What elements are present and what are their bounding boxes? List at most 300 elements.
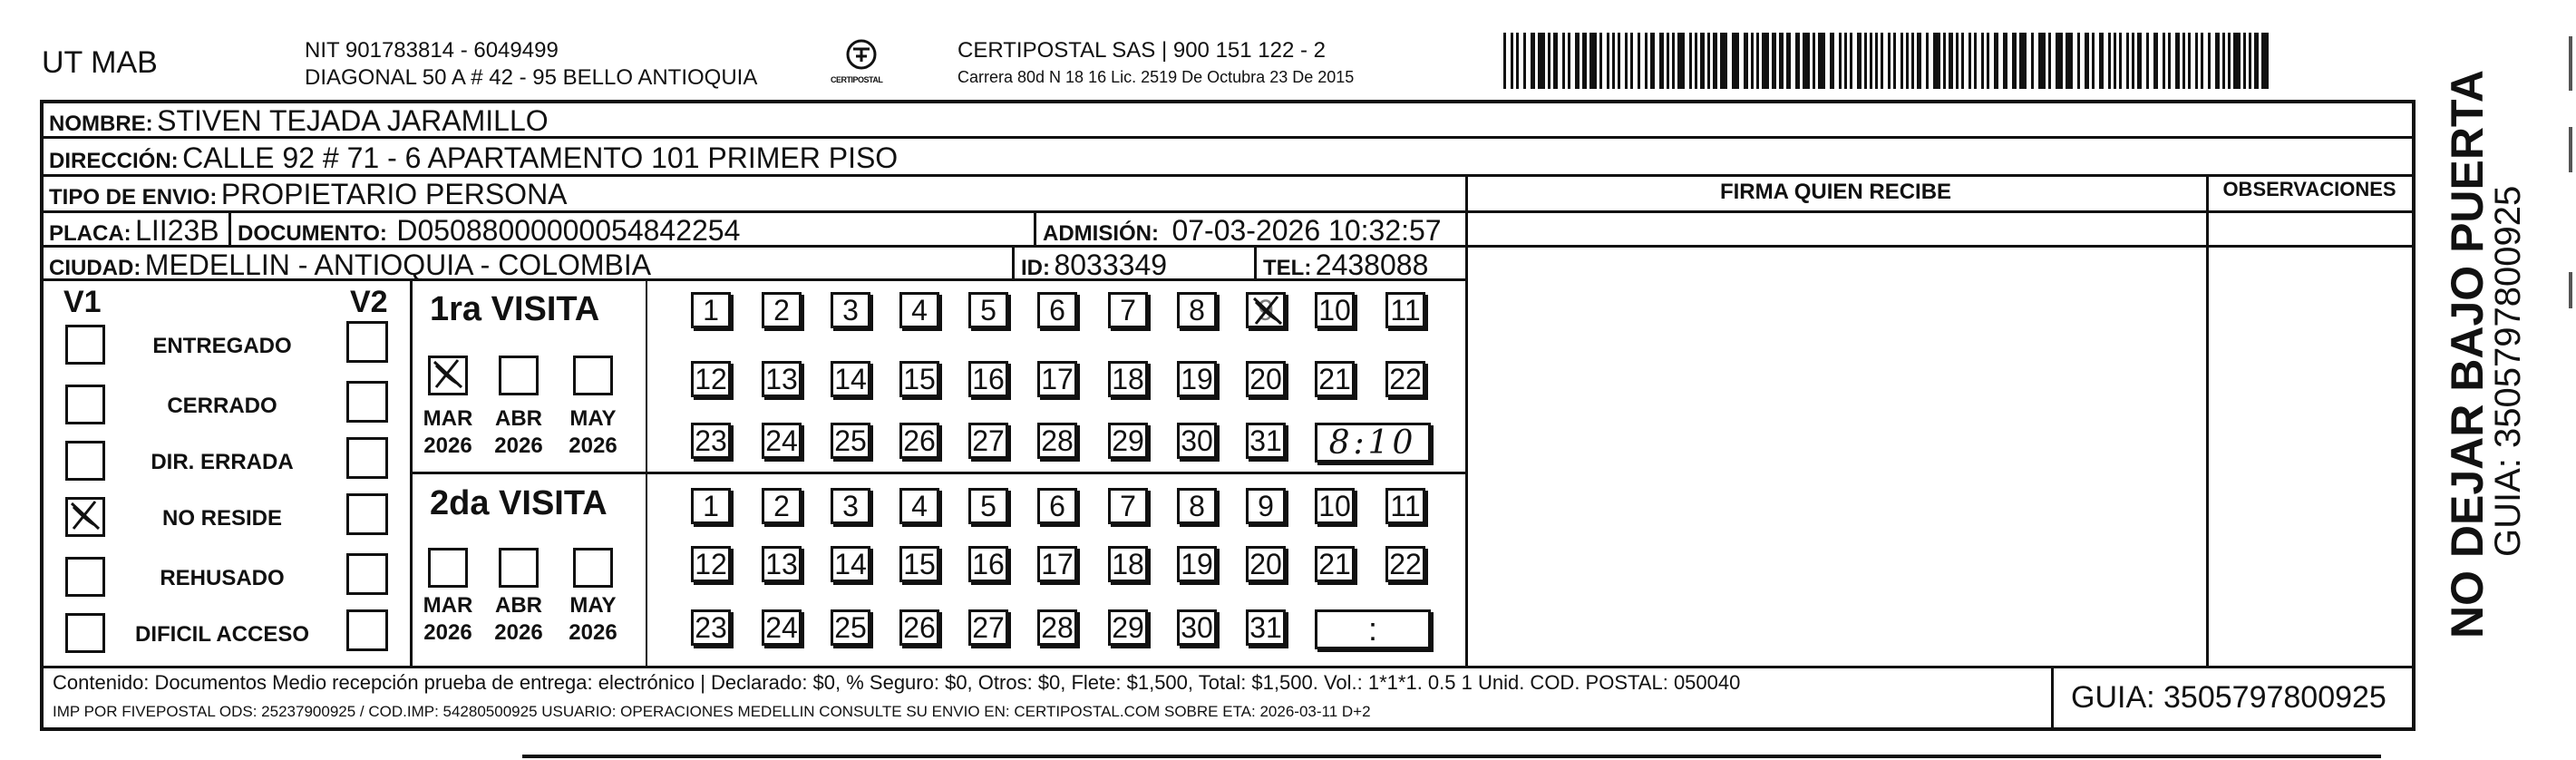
- day-number: 21: [1318, 547, 1351, 580]
- barcode-bar: [1677, 33, 1685, 89]
- day-box[interactable]: [968, 292, 1008, 328]
- barcode-bar: [1503, 33, 1506, 89]
- day-number: 20: [1249, 362, 1282, 395]
- day-box[interactable]: [1177, 546, 1217, 582]
- barcode-bar: [1659, 33, 1664, 89]
- month-label: MAY: [569, 406, 617, 431]
- rule: [228, 210, 231, 245]
- day-box[interactable]: [899, 292, 939, 328]
- edge-mark: [2569, 36, 2572, 91]
- v2-checkbox[interactable]: [346, 321, 388, 363]
- day-box[interactable]: [1385, 488, 1425, 524]
- rule: [42, 666, 2412, 668]
- footer-contenido: Contenido: Documentos Medio recepción prueba de entrega: electrónico | Declarado: $0, % Seguro: $0, Otros: $0, Flete: $1,500, Total: $1,500. Vol.: 1*1*1. 0.5 1 Unid. COD. POSTAL: 050040: [53, 671, 1741, 694]
- barcode-bar: [1667, 33, 1669, 89]
- edge-mark: [2569, 127, 2572, 172]
- barcode-bar: [1612, 33, 1615, 89]
- day-box[interactable]: [1037, 546, 1077, 582]
- barcode-bar: [1599, 33, 1602, 89]
- day-number: 9: [1258, 489, 1274, 522]
- tipo-label: TIPO DE ENVIO:: [49, 185, 218, 209]
- barcode-bar: [1888, 33, 1891, 89]
- day-number: 15: [903, 362, 936, 395]
- day-box[interactable]: [691, 609, 731, 646]
- barcode-bar: [1700, 33, 1705, 89]
- day-box[interactable]: [899, 361, 939, 397]
- day-box[interactable]: [762, 292, 802, 328]
- day-number: 6: [1049, 489, 1065, 522]
- day-number: 14: [834, 362, 867, 395]
- day-number: 17: [1041, 362, 1074, 395]
- tipo-value: PROPIETARIO PERSONA: [220, 178, 568, 210]
- day-number: 18: [1112, 547, 1144, 580]
- documento-row: [238, 216, 740, 245]
- direccion-value: CALLE 92 # 71 - 6 APARTAMENTO 101 PRIMER PISO: [182, 141, 899, 174]
- day-box[interactable]: [1246, 546, 1286, 582]
- company-nit: NIT 901783814 - 6049499: [305, 38, 559, 63]
- barcode-bar: [2066, 33, 2073, 89]
- day-number: 12: [695, 547, 727, 580]
- barcode-bar: [1870, 33, 1872, 89]
- documento-value: D05088000000054842254: [396, 214, 741, 247]
- barcode-bar: [2108, 33, 2111, 89]
- barcode-bar: [1762, 33, 1769, 89]
- day-box[interactable]: [831, 546, 870, 582]
- barcode-bar: [1548, 33, 1550, 89]
- barcode-bar: [2233, 33, 2241, 89]
- day-number: 28: [1041, 424, 1074, 457]
- day-box[interactable]: [1385, 292, 1425, 328]
- barcode-bar: [1850, 33, 1852, 89]
- day-number: 31: [1249, 610, 1282, 644]
- day-number: 13: [765, 547, 798, 580]
- day-number: 29: [1112, 610, 1144, 644]
- barcode-bar: [2119, 33, 2122, 89]
- day-box[interactable]: [1315, 292, 1355, 328]
- barcode-bar: [1857, 33, 1862, 89]
- day-box[interactable]: [968, 546, 1008, 582]
- rule: [42, 210, 2412, 213]
- day-box[interactable]: [762, 546, 802, 582]
- barcode-bar: [1906, 33, 1909, 89]
- barcode-bar: [2132, 33, 2134, 89]
- ciudad-label: CIUDAD:: [49, 256, 141, 280]
- edge-mark: [2569, 272, 2572, 308]
- day-number: 1: [703, 489, 719, 522]
- barcode-bar: [1523, 33, 1526, 89]
- day-number: 21: [1318, 362, 1351, 395]
- day-number: 29: [1112, 424, 1144, 457]
- barcode-bar: [1531, 33, 1535, 89]
- barcode-bar: [1589, 33, 1597, 89]
- month-label: MAR: [423, 593, 473, 618]
- firma-column-left: [1465, 174, 1468, 666]
- day-box[interactable]: [691, 488, 731, 524]
- barcode-bar: [1645, 33, 1648, 89]
- barcode-bar: [2085, 33, 2089, 89]
- status-label: REHUSADO: [160, 566, 285, 590]
- rule: [1465, 245, 2206, 248]
- footer-guia-separator: [2051, 666, 2054, 731]
- barcode-bar: [1751, 33, 1754, 89]
- footer-guia: GUIA: 3505797800925: [2071, 680, 2386, 715]
- day-number: 1: [703, 293, 719, 326]
- barcode-bar: [2243, 33, 2246, 89]
- month-column-separator: [646, 278, 647, 666]
- status-label: NO RESIDE: [161, 506, 283, 531]
- day-number: 30: [1181, 610, 1213, 644]
- day-number: 7: [1120, 293, 1136, 326]
- barcode-bar: [2249, 33, 2251, 89]
- barcode-bar: [1650, 33, 1655, 89]
- day-box[interactable]: [762, 609, 802, 646]
- company-name: UT MAB: [42, 45, 158, 80]
- barcode-bar: [2163, 33, 2165, 89]
- day-box[interactable]: [968, 361, 1008, 397]
- month-label: MAR: [423, 406, 473, 431]
- rule: [2206, 245, 2412, 248]
- barcode-bar: [1813, 33, 1815, 89]
- day-number: 10: [1318, 293, 1351, 326]
- day-box[interactable]: [1315, 361, 1355, 397]
- day-box[interactable]: [1037, 609, 1077, 646]
- visit1-title: 1ra VISITA: [430, 290, 600, 328]
- day-box[interactable]: [1246, 361, 1286, 397]
- v1-checkbox[interactable]: [65, 385, 105, 424]
- day-box[interactable]: [1177, 292, 1217, 328]
- day-number: 26: [903, 424, 936, 457]
- tel-label: TEL:: [1263, 256, 1312, 280]
- v1-checkbox[interactable]: [65, 325, 105, 365]
- admision-label: ADMISIÓN:: [1043, 221, 1159, 246]
- v2-checkbox[interactable]: [346, 437, 388, 479]
- v2-checkbox[interactable]: [346, 553, 388, 595]
- day-box[interactable]: [1037, 488, 1077, 524]
- certipostal-logo-text: CERTIPOSTAL: [831, 75, 883, 84]
- day-box[interactable]: [899, 609, 939, 646]
- barcode-bar: [2153, 33, 2158, 89]
- rule: [42, 174, 2412, 177]
- day-number: 26: [903, 610, 936, 644]
- barcode-bar: [2254, 33, 2259, 89]
- day-box[interactable]: [1177, 423, 1217, 459]
- barcode-bar: [1516, 33, 1519, 89]
- day-box[interactable]: [691, 546, 731, 582]
- rule: [1254, 245, 1257, 278]
- day-number: 5: [980, 293, 996, 326]
- barcode-bar: [1625, 33, 1628, 89]
- barcode-bar: [2077, 33, 2080, 89]
- month-checkbox[interactable]: [428, 548, 468, 588]
- day-number: 5: [980, 489, 996, 522]
- barcode-bar: [2168, 33, 2171, 89]
- barcode-bar: [1744, 33, 1748, 89]
- day-number: 14: [834, 547, 867, 580]
- side-warning: NO DEJAR BAJO PUERTA: [2442, 70, 2493, 638]
- day-box[interactable]: [968, 488, 1008, 524]
- barcode: [1503, 33, 2274, 91]
- day-number: 19: [1181, 362, 1213, 395]
- day-number: 28: [1041, 610, 1074, 644]
- day-number: 31: [1249, 424, 1282, 457]
- barcode-bar: [2175, 33, 2180, 89]
- barcode-bar: [1818, 33, 1825, 89]
- day-number: 4: [911, 293, 928, 326]
- day-box[interactable]: [1315, 488, 1355, 524]
- barcode-bar: [1713, 33, 1717, 89]
- direccion-label: DIRECCIÓN:: [49, 149, 179, 173]
- day-number: 9: [1258, 293, 1274, 326]
- day-box[interactable]: [1246, 423, 1286, 459]
- barcode-bar: [1956, 33, 1959, 89]
- time-value: 8:10: [1328, 424, 1417, 462]
- barcode-bar: [1803, 33, 1810, 89]
- barcode-bar: [1911, 33, 1914, 89]
- day-number: 17: [1041, 547, 1074, 580]
- barcode-bar: [2215, 33, 2220, 89]
- month-year: 2026: [569, 620, 617, 645]
- barcode-bar: [2048, 33, 2051, 89]
- day-number: 27: [972, 610, 1005, 644]
- nombre-label: NOMBRE:: [49, 112, 153, 136]
- day-box[interactable]: [1246, 292, 1286, 328]
- barcode-bar: [1695, 33, 1697, 89]
- day-box[interactable]: [1315, 546, 1355, 582]
- day-box[interactable]: [691, 361, 731, 397]
- day-number: 19: [1181, 547, 1213, 580]
- day-box[interactable]: [831, 609, 870, 646]
- barcode-bar: [1881, 33, 1883, 89]
- day-box[interactable]: [1037, 361, 1077, 397]
- day-box[interactable]: [1246, 609, 1286, 646]
- placa-row: [49, 216, 219, 245]
- day-number: 22: [1389, 547, 1422, 580]
- day-box[interactable]: [1108, 546, 1148, 582]
- barcode-bar: [1830, 33, 1834, 89]
- day-number: 16: [972, 362, 1005, 395]
- day-number: 23: [695, 424, 727, 457]
- day-box[interactable]: [691, 423, 731, 459]
- barcode-bar: [1994, 33, 1998, 89]
- day-box[interactable]: [1037, 292, 1077, 328]
- day-number: 3: [842, 489, 859, 522]
- day-number: 3: [842, 293, 859, 326]
- day-number: 11: [1390, 293, 1421, 326]
- barcode-bar: [1933, 33, 1940, 89]
- admision-value: 07-03-2026 10:32:57: [1171, 214, 1442, 247]
- barcode-bar: [2099, 33, 2104, 89]
- barcode-bar: [1607, 33, 1609, 89]
- ciudad-row: [49, 250, 651, 279]
- barcode-bar: [1875, 33, 1878, 89]
- barcode-bar: [1844, 33, 1847, 89]
- month-year: 2026: [569, 434, 617, 458]
- barcode-bar: [1638, 33, 1640, 89]
- day-box[interactable]: [1177, 361, 1217, 397]
- barcode-bar: [2228, 33, 2231, 89]
- tipo-row: [49, 180, 568, 209]
- v1-checkbox[interactable]: [65, 497, 105, 537]
- barcode-bar: [2188, 33, 2191, 89]
- day-number: 8: [1189, 489, 1205, 522]
- day-box[interactable]: [762, 361, 802, 397]
- day-box[interactable]: [831, 488, 870, 524]
- barcode-bar: [1630, 33, 1633, 89]
- day-number: 4: [911, 489, 928, 522]
- barcode-bar: [2126, 33, 2129, 89]
- day-number: 30: [1181, 424, 1213, 457]
- day-box[interactable]: [1385, 546, 1425, 582]
- tel-row: [1263, 250, 1428, 279]
- day-box[interactable]: [1246, 488, 1286, 524]
- day-box[interactable]: [831, 292, 870, 328]
- barcode-bar: [2201, 33, 2203, 89]
- day-box[interactable]: [831, 361, 870, 397]
- v2-checkbox[interactable]: [346, 609, 388, 651]
- month-label: ABR: [495, 406, 542, 431]
- ciudad-value: MEDELLIN - ANTIOQUIA - COLOMBIA: [144, 248, 652, 281]
- month-checkbox[interactable]: [499, 548, 539, 588]
- v1-checkbox[interactable]: [65, 613, 105, 653]
- day-number: 27: [972, 424, 1005, 457]
- day-number: 7: [1120, 489, 1136, 522]
- barcode-bar: [1917, 33, 1921, 89]
- barcode-bar: [1707, 33, 1710, 89]
- barcode-bar: [1511, 33, 1513, 89]
- barcode-bar: [2222, 33, 2225, 89]
- month-checkbox[interactable]: [499, 356, 539, 395]
- time-box[interactable]: [1315, 609, 1431, 649]
- day-box[interactable]: [968, 609, 1008, 646]
- barcode-bar: [1562, 33, 1565, 89]
- day-number: 2: [773, 293, 790, 326]
- day-box[interactable]: [1385, 361, 1425, 397]
- day-number: 18: [1112, 362, 1144, 395]
- status-label: ENTREGADO: [152, 334, 292, 358]
- day-box[interactable]: [1108, 609, 1148, 646]
- barcode-bar: [2012, 33, 2017, 89]
- month-label: MAY: [569, 593, 617, 618]
- barcode-bar: [1974, 33, 1977, 89]
- barcode-bar: [1772, 33, 1776, 89]
- firma-header: FIRMA QUIEN RECIBE: [1719, 180, 1952, 204]
- placa-value: LII23B: [135, 214, 219, 247]
- barcode-bar: [1943, 33, 1946, 89]
- visit-separator: [410, 472, 1465, 474]
- barcode-bar: [2208, 33, 2211, 89]
- day-box[interactable]: [1108, 292, 1148, 328]
- day-box[interactable]: [1108, 361, 1148, 397]
- day-box[interactable]: [1108, 488, 1148, 524]
- day-box[interactable]: [1177, 609, 1217, 646]
- day-box[interactable]: [1108, 423, 1148, 459]
- month-checkbox[interactable]: [573, 356, 613, 395]
- month-year: 2026: [494, 620, 543, 645]
- day-number: 24: [765, 424, 798, 457]
- month-check-mark-icon: [431, 356, 467, 393]
- certipostal-logo: [831, 36, 887, 93]
- day-box[interactable]: [968, 423, 1008, 459]
- day-box[interactable]: [1177, 488, 1217, 524]
- admision-row: [1043, 216, 1442, 245]
- visit2-title: 2da VISITA: [430, 484, 608, 522]
- barcode-bar: [2261, 33, 2269, 89]
- v2-checkbox[interactable]: [346, 381, 388, 423]
- id-label: ID:: [1021, 256, 1050, 280]
- day-number: 15: [903, 547, 936, 580]
- day-box[interactable]: [899, 546, 939, 582]
- day-check-mark-icon: [1250, 293, 1287, 329]
- day-number: 22: [1389, 362, 1422, 395]
- status-label: CERRADO: [167, 394, 277, 418]
- certipostal-nit: CERTIPOSTAL SAS | 900 151 122 - 2: [957, 38, 1326, 63]
- barcode-bar: [2137, 33, 2142, 89]
- v2-header: V2: [350, 285, 388, 319]
- day-number: 24: [765, 610, 798, 644]
- day-box[interactable]: [691, 292, 731, 328]
- month-checkbox[interactable]: [573, 548, 613, 588]
- day-box[interactable]: [762, 488, 802, 524]
- barcode-bar: [2092, 33, 2095, 89]
- month-year: 2026: [423, 434, 472, 458]
- day-number: 20: [1249, 547, 1282, 580]
- company-address: DIAGONAL 50 A # 42 - 95 BELLO ANTIOQUIA: [305, 65, 758, 90]
- v2-checkbox[interactable]: [346, 493, 388, 535]
- day-box[interactable]: [762, 423, 802, 459]
- placa-label: PLACA:: [49, 221, 131, 246]
- barcode-bar: [2056, 33, 2063, 89]
- day-number: 10: [1318, 489, 1351, 522]
- day-number: 2: [773, 489, 790, 522]
- barcode-bar: [1961, 33, 1964, 89]
- barcode-bar: [2114, 33, 2116, 89]
- barcode-bar: [1568, 33, 1570, 89]
- tel-value: 2438088: [1315, 248, 1429, 281]
- barcode-bar: [2182, 33, 2185, 89]
- observaciones-header: OBSERVACIONES: [2222, 178, 2396, 200]
- barcode-bar: [1893, 33, 1896, 89]
- footer-imp: IMP POR FIVEPOSTAL ODS: 25237900925 / COD.IMP: 54280500925 USUARIO: OPERACIONES MEDELLIN CONSULTE SU ENVIO EN: CERTIPOSTAL.COM SOBRE ETA: 2026-03-11 D+2: [53, 703, 1371, 720]
- firma-column-right: [2206, 174, 2209, 666]
- v1-checkbox[interactable]: [65, 557, 105, 597]
- v1-header: V1: [63, 285, 102, 319]
- direccion-row: [49, 143, 898, 172]
- barcode-bar: [1538, 33, 1545, 89]
- certipostal-license: Carrera 80d N 18 16 Lic. 2519 De Octubra 23 De 2015: [957, 68, 1355, 86]
- day-box[interactable]: [899, 423, 939, 459]
- v1-check-mark-icon: [68, 498, 104, 534]
- time-box[interactable]: [1315, 423, 1431, 463]
- day-box[interactable]: [1037, 423, 1077, 459]
- rule: [1034, 210, 1036, 245]
- time-value: :: [1367, 610, 1377, 648]
- day-number: 12: [695, 362, 727, 395]
- day-number: 25: [834, 610, 867, 644]
- month-checkbox[interactable]: [428, 356, 468, 395]
- barcode-bar: [1981, 33, 1984, 89]
- v1-checkbox[interactable]: [65, 441, 105, 481]
- day-box[interactable]: [831, 423, 870, 459]
- barcode-bar: [1582, 33, 1587, 89]
- day-box[interactable]: [899, 488, 939, 524]
- day-number: 13: [765, 362, 798, 395]
- barcode-bar: [1968, 33, 1971, 89]
- month-label: ABR: [495, 593, 542, 618]
- side-guia: GUIA: 3505797800925: [2488, 185, 2528, 557]
- barcode-bar: [2038, 33, 2046, 89]
- barcode-bar: [1949, 33, 1953, 89]
- barcode-bar: [1732, 33, 1739, 89]
